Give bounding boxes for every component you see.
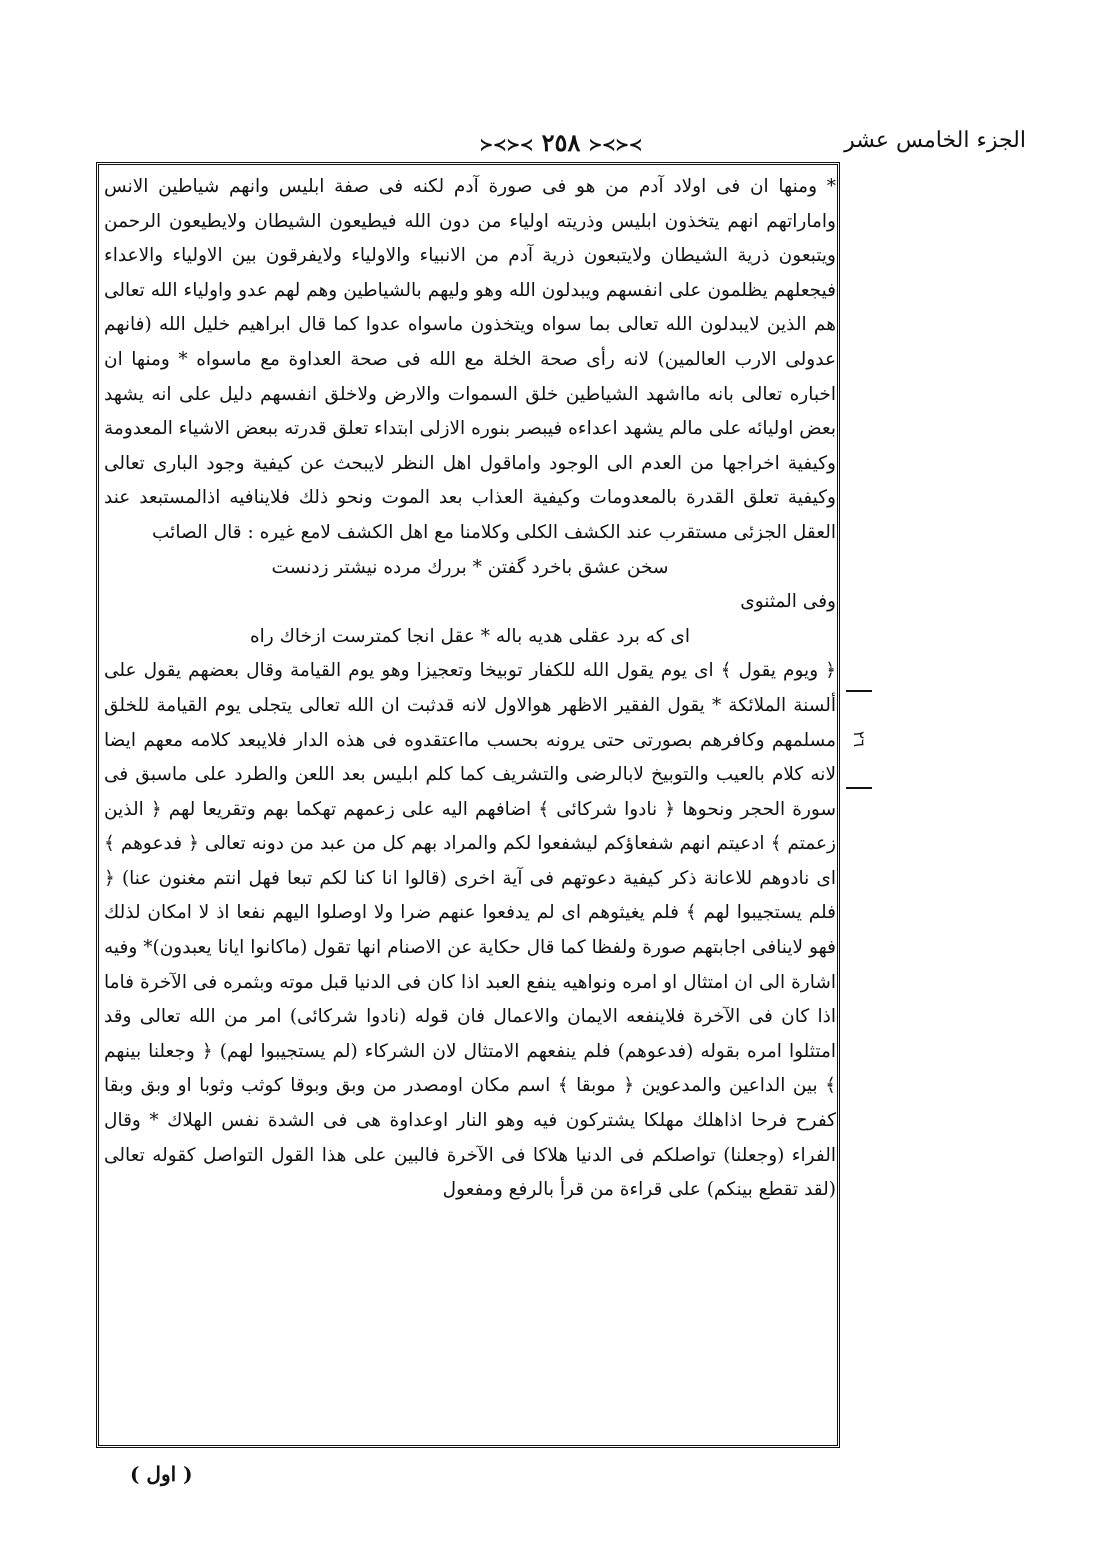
verse-saib: سخن عشق باخرد گفتن * بررك مرده نيشتر زدنست <box>271 556 669 578</box>
page-header <box>96 128 1026 162</box>
ornament-right: ≻≺≻≺ <box>479 135 534 154</box>
part-title: الجزء الخامس عشر <box>844 128 1026 153</box>
page-number-block <box>96 128 1026 157</box>
paragraph-commentary: ﴿ ويوم يقول ﴾ اى يوم يقول الله للكفار توبيخا وتعجيزا وهو يوم القيامة وقال بعضهم يقول على ألسنة الملائكة * يقول الفقير الاظهر هوالاول لانه قدثبت ان الله تعالى يتجلى يوم القيامة للخلق مسلمهم وكافرهم بصورتى حتى يرونه بحسب مااعتقدوه فى هذه الدار فلايبعد كلامه معهم ايضا لانه كلام بالعيب والتوبيخ لابالرضى والتشريف كما كلم ابليس بعد اللعن والطرد على ماسبق فى سورة الحجر ونحوها ﴿ نادوا شركائى ﴾ اضافهم اليه على زعمهم تهكما بهم وتقريعا لهم ﴿ الذين زعمتم ﴾ ادعيتم انهم شفعاؤكم ليشفعوا لكم والمراد بهم كل من عبد من دونه تعالى ﴿ فدعوهم ﴾ اى نادوهم للاعانة ذكر كيفية دعوتهم فى آية اخرى (قالوا انا كنا لكم تبعا فهل انتم مغنون عنا) ﴿ فلم يستجيبوا لهم ﴾ فلم يغيثوهم اى لم يدفعوا عنهم ضرا ولا اوصلوا اليهم نفعا اذ لا امكان لذلك فهو لاينافى اجابتهم صورة ولفظا كما قال حكاية عن الاصنام انها تقول (ماكانوا ايانا يعبدون)* وفيه اشارة الى ان امتثال او امره ونواهيه ينفع العبد اذا كان فى الدنيا قبل موته وبثمره فى الآخرة فاما اذا كان فى الآخرة فلاينفعه الايمان والاعمال فان قوله (نادوا شركائى) امر من الله تعالى وقد امتثلوا امره بقوله (فدعوهم) فلم ينفعهم الامتثال لان الشركاء (لم يستجيبوا لهم) ﴿ وجعلنا بينهم ﴾ بين الداعين والمدعوين ﴿ موبقا ﴾ اسم مكان اومصدر من وبق وبوقا كوثب وثوبا او وبق وبقا كفرح فرحا اذاهلك مهلكا يشتركون فيه وهو النار اوعداوة هى فى الشدة نفس الهلاك * وقال الفراء (وجعلنا) تواصلكم فى الدنيا هلاكا فى الآخرة فالبين على هذا القول التواصل كقوله تعالى (لقد تقطع بينكم) على قراءة من قرأ بالرفع ومفعول <box>104 660 836 1201</box>
paragraph-intro: * ومنها ان فى اولاد آدم من هو فى صورة آدم لكنه فى صفة ابليس وانهم شياطين الانس واماراتهم انهم يتخذون ابليس وذريته اولياء من دون الله فيطيعون الشيطان ولايطيعون الرحمن ويتبعون ذرية الشيطان ولايتبعون ذرية آدم من الانبياء والاولياء ولايفرقون بين الاولياء والاعداء فيجعلهم يظلمون على انفسهم ويبدلون الله وهو وليهم بالشياطين وهم لهم عدو واولياء الله تعالى هم الذين لايبدلون الله تعالى بما سواه ويتخذون ماسواه عدوا كما قال ابراهيم خليل الله (فانهم عدولى الارب العالمين) لانه رأى صحة الخلة مع الله فى صحة العداوة مع ماسواه * ومنها ان اخباره تعالى بانه مااشهد الشياطين خلق السموات والارض ولاخلق انفسهم دليل على انه يشهد بعض اوليائه على مالم يشهد اعداءه فيبصر بنوره الازلى ابتداء تعلق قدرته ببعض الاشياء المعدومة وكيفية اخراجها من العدم الى الوجود واماقول اهل النظر لايبحث عن كيفية وجود البارى تعالى وكيفية تعلق القدرة بالمعدومات وكيفية العذاب بعد الموت ونحو ذلك فلاينافيه اذالمستبعد عند العقل الجزئى مستقرب عند الكشف الكلى وكلامنا مع اهل الكشف لامع غيره : قال الصائب <box>104 176 836 543</box>
masnavi-heading: وفى المثنوى <box>740 591 836 613</box>
margin-note: ٢٦ <box>846 690 872 789</box>
verse-masnavi: اى كه برد عقلى هديه باله * عقل انجا كمترست ازخاك راه <box>249 625 691 647</box>
catchword: ( اول ) <box>130 1462 193 1486</box>
body-text <box>104 170 836 1208</box>
ornament-left: ≻≺≻≺ <box>588 135 643 154</box>
page-number: ٢٥٨ <box>541 128 581 157</box>
